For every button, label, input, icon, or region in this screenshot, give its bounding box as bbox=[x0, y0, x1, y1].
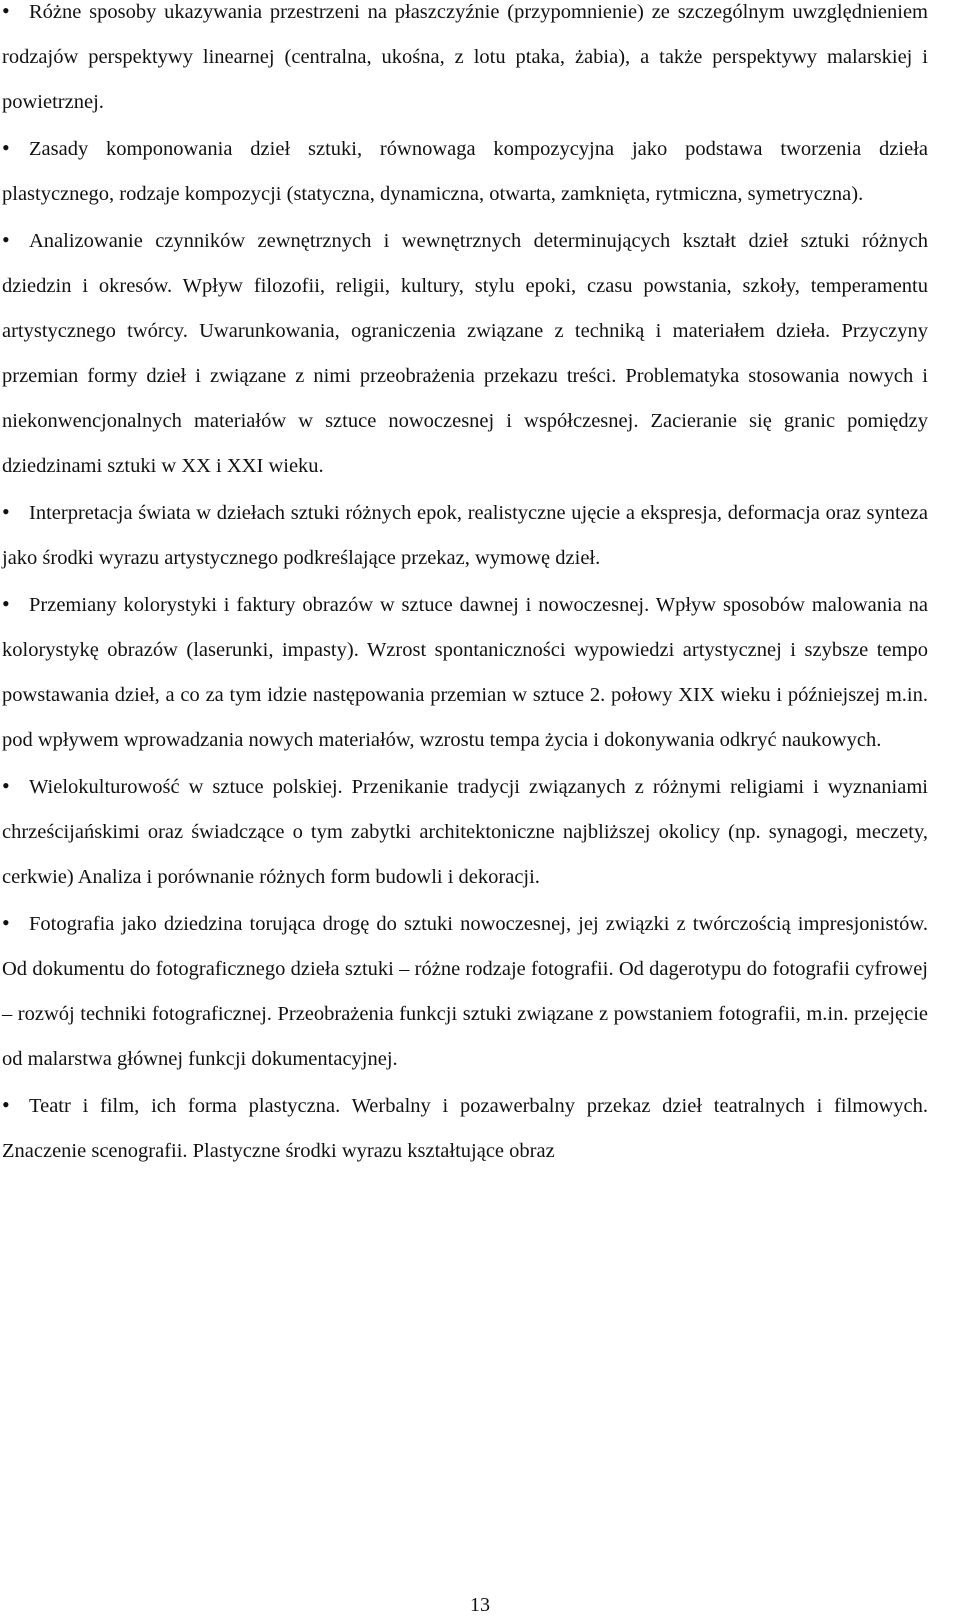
bullet-icon: • bbox=[2, 0, 10, 23]
list-item bbox=[2, 217, 928, 489]
list-item bbox=[2, 489, 928, 581]
bullet-icon: • bbox=[2, 910, 10, 935]
list-item-text: Teatr i film, ich forma plastyczna. Werbalny i pozawerbalny przekaz dzieł teatralnych i filmowych. Znaczenie scenografii. Plastyczne środki wyrazu kształtujące obraz bbox=[2, 1095, 928, 1162]
list-item-text: Przemiany kolorystyki i faktury obrazów w sztuce dawnej i nowoczesnej. Wpływ sposobów malowania na kolorystykę obrazów (laserunki, impasty). Wzrost spontaniczności wypowiedzi artystycznej i szybsze tempo powstawania dzieł, a co za tym idzie następowania przemian w sztuce 2. połowy XIX wieku i późniejszej m.in. pod wpływem wprowadzania nowych materiałów, wzrostu tempa życia i dokonywania odkryć naukowych. bbox=[2, 594, 928, 751]
list-item bbox=[2, 1082, 928, 1174]
page-number: 13 bbox=[470, 1594, 490, 1616]
bullet-icon: • bbox=[2, 591, 10, 616]
list-item-text: Fotografia jako dziedzina torująca drogę do sztuki nowoczesnej, jej związki z twórczością impresjonistów. Od dokumentu do fotograficznego dzieła sztuki – różne rodzaje fotografii. Od dagerotypu do fotografii cyfrowej – rozwój techniki fotograficznej. Przeobrażenia funkcji sztuki związane z powstaniem fotografii, m.in. przejęcie od malarstwa głównej funkcji dokumentacyjnej. bbox=[2, 913, 928, 1070]
bullet-icon: • bbox=[2, 499, 10, 524]
document-body bbox=[2, 0, 928, 1174]
bullet-icon: • bbox=[2, 135, 10, 160]
bullet-icon: • bbox=[2, 1092, 10, 1117]
list-item-text: Wielokulturowość w sztuce polskiej. Przenikanie tradycji związanych z różnymi religiami i wyznaniami chrześcijańskimi oraz świadczące o tym zabytki architektoniczne najbliższej okolicy (np. synagogi, meczety, cerkwie) Analiza i porównanie różnych form budowli i dekoracji. bbox=[2, 776, 928, 888]
list-item bbox=[2, 125, 928, 217]
list-item bbox=[2, 763, 928, 900]
list-item bbox=[2, 581, 928, 763]
list-item-text: Różne sposoby ukazywania przestrzeni na płaszczyźnie (przypomnienie) ze szczególnym uwzględnieniem rodzajów perspektywy linearnej (centralna, ukośna, z lotu ptaka, żabia), a także perspektywy malarskiej i powietrznej. bbox=[2, 1, 928, 113]
list-item-text: Analizowanie czynników zewnętrznych i wewnętrznych determinujących kształt dzieł sztuki różnych dziedzin i okresów. Wpływ filozofii, religii, kultury, stylu epoki, czasu powstania, szkoły, temperamentu artystycznego twórcy. Uwarunkowania, ograniczenia związane z techniką i materiałem dzieła. Przyczyny przemian formy dzieł i związane z nimi przeobrażenia przekazu treści. Problematyka stosowania nowych i niekonwencjonalnych materiałów w sztuce nowoczesnej i współczesnej. Zacieranie się granic pomiędzy dziedzinami sztuki w XX i XXI wieku. bbox=[2, 230, 928, 477]
list-item-text: Zasady komponowania dzieł sztuki, równowaga kompozycyjna jako podstawa tworzenia dzieła plastycznego, rodzaje kompozycji (statyczna, dynamiczna, otwarta, zamknięta, rytmiczna, symetryczna). bbox=[2, 138, 928, 205]
list-item-text: Interpretacja świata w dziełach sztuki różnych epok, realistyczne ujęcie a ekspresja, deformacja oraz synteza jako środki wyrazu artystycznego podkreślające przekaz, wymowę dzieł. bbox=[2, 502, 928, 569]
bullet-icon: • bbox=[2, 227, 10, 252]
list-item bbox=[2, 0, 928, 125]
list-item bbox=[2, 900, 928, 1082]
bullet-icon: • bbox=[2, 773, 10, 798]
